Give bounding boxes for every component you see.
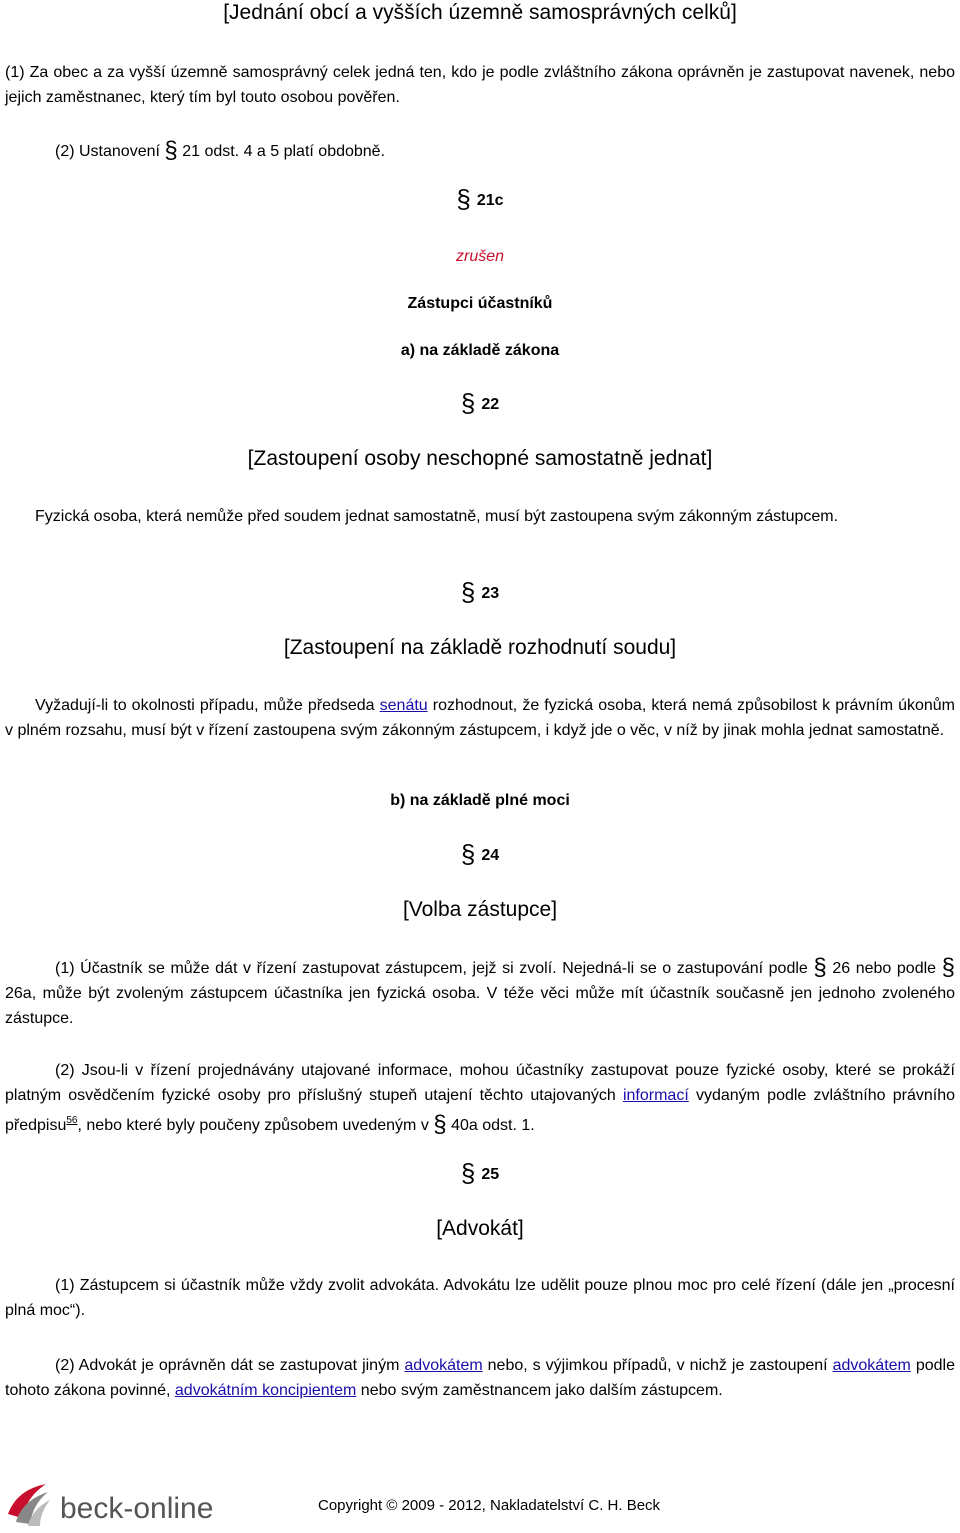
- section-title-23: [Zastoupení na základě rozhodnutí soudu]: [283, 636, 677, 659]
- section-title-22: [Zastoupení osoby neschopné samostatně jednat]: [247, 447, 713, 470]
- section-sign-icon: §: [941, 954, 956, 981]
- paragraph-text: (2) Advokát je oprávněn dát se zastupovat jiným: [55, 1357, 405, 1374]
- section-sign-icon: §: [460, 577, 476, 607]
- paragraph-text: (2) Ustanovení: [55, 143, 165, 160]
- paragraph-22: Fyzická osoba, která nemůže před soudem jednat samostatně, musí být zastoupena svým zákonným zástupcem.: [35, 508, 839, 525]
- section-number-24: [0, 839, 960, 869]
- paragraph-text: (2) Jsou-li v řízení projednávány utajované informace, mohou účastníky zastupovat pouze fyzické osoby, které se prokáží platným osvědčením fyzické osoby pro příslušný stupeň utajení těchto utajovaných: [5, 1062, 955, 1104]
- paragraph-21b-1: (1) Za obec a za vyšší územně samosprávný celek jedná ten, kdo je podle zvláštního zákona oprávněn je zastupovat navenek, nebo jejich zaměstnanec, který tím byl touto osobou pověřen.: [5, 64, 955, 106]
- section-title-24: [Volba zástupce]: [402, 898, 558, 921]
- paragraph-text: vydaným podle zvláštního právního předpisu: [5, 1087, 955, 1134]
- section-number-22: [0, 388, 960, 418]
- section-number: 24: [481, 847, 500, 864]
- paragraph-text: 40a odst. 1.: [446, 1117, 535, 1134]
- link-senatu[interactable]: senátu: [379, 697, 428, 714]
- beck-online-logo: [6, 1478, 256, 1528]
- paragraph-text: nebo, s výjimkou případů, v nichž je zastoupení: [482, 1357, 833, 1374]
- footnote-ref-56[interactable]: 56: [66, 1115, 78, 1126]
- paragraph-text: (1) Účastník se může dát v řízení zastupovat zástupcem, jejž si zvolí. Nejedná-li se o zastupování podle: [55, 960, 814, 977]
- link-advokatnim-koncipientem[interactable]: advokátním koncipientem: [174, 1382, 357, 1399]
- section-sign-icon: §: [164, 137, 178, 164]
- paragraph-text: 26 nebo podle: [826, 960, 942, 977]
- section-number-23: [0, 577, 960, 607]
- paragraph-24-1: [5, 955, 955, 1031]
- paragraph-text: 21 odst. 4 a 5 platí obdobně.: [177, 143, 386, 160]
- logo-text: beck-online: [60, 1492, 214, 1525]
- paragraph-text: nebo svým zaměstnancem jako dalším zástupcem.: [356, 1382, 723, 1399]
- paragraph-text: 26a, může být zvoleným zástupcem účastníka jen fyzická osoba. V téže věci může mít účastník současně jen jednoho zvoleného zástupce.: [5, 985, 955, 1027]
- section-number-21c: [0, 184, 960, 214]
- section-heading-21b: [Jednání obcí a vyšších územně samosprávných celků]: [223, 1, 737, 24]
- repealed-status: zrušen: [455, 248, 505, 265]
- section-sign-icon: §: [813, 954, 827, 981]
- paragraph-23: [5, 693, 955, 743]
- section-sign-icon: §: [456, 184, 471, 214]
- section-number: 21c: [476, 192, 504, 209]
- section-number: 23: [481, 585, 500, 602]
- link-advokatem[interactable]: advokátem: [404, 1357, 483, 1374]
- section-number: 25: [481, 1166, 500, 1183]
- paragraph-21b-2: [55, 138, 955, 164]
- paragraph-text: podle tohoto zákona povinné,: [5, 1357, 956, 1399]
- section-sign-icon: §: [460, 839, 476, 869]
- part-a-heading: a) na základě zákona: [400, 342, 560, 359]
- paragraph-25-2: [5, 1353, 955, 1403]
- section-sign-icon: §: [433, 1111, 447, 1138]
- section-sign-icon: §: [460, 388, 476, 418]
- beck-logo-icon: [6, 1478, 256, 1528]
- paragraph-text: rozhodnout, že fyzická osoba, která nemá způsobilost k právním úkonům v plném rozsahu, musí být v řízení zastoupena svým zákonným zástupcem, i když jde o věc, v níž by jinak mohla jednat samostatně.: [5, 697, 956, 739]
- paragraph-24-2: [5, 1058, 955, 1138]
- section-number-25: [0, 1158, 960, 1188]
- copyright-text: Copyright © 2009 - 2012, Nakladatelství C. H. Beck: [318, 1497, 661, 1514]
- paragraph-text: , nebo které byly poučeny způsobem uvedeným v: [77, 1117, 434, 1134]
- section-title-25: [Advokát]: [436, 1217, 524, 1240]
- section-sign-icon: §: [460, 1158, 476, 1188]
- paragraph-text: Vyžadují-li to okolnosti případu, může předseda: [35, 697, 380, 714]
- part-b-heading: b) na základě plné moci: [390, 792, 570, 809]
- paragraph-25-1: (1) Zástupcem si účastník může vždy zvolit advokáta. Advokátu lze udělit pouze plnou moc pro celé řízení (dále jen „procesní plná moc“).: [5, 1277, 955, 1319]
- link-advokatem[interactable]: advokátem: [832, 1357, 911, 1374]
- link-informaci[interactable]: informací: [622, 1087, 689, 1104]
- section-number: 22: [481, 396, 500, 413]
- part-title: Zástupci účastníků: [407, 295, 553, 312]
